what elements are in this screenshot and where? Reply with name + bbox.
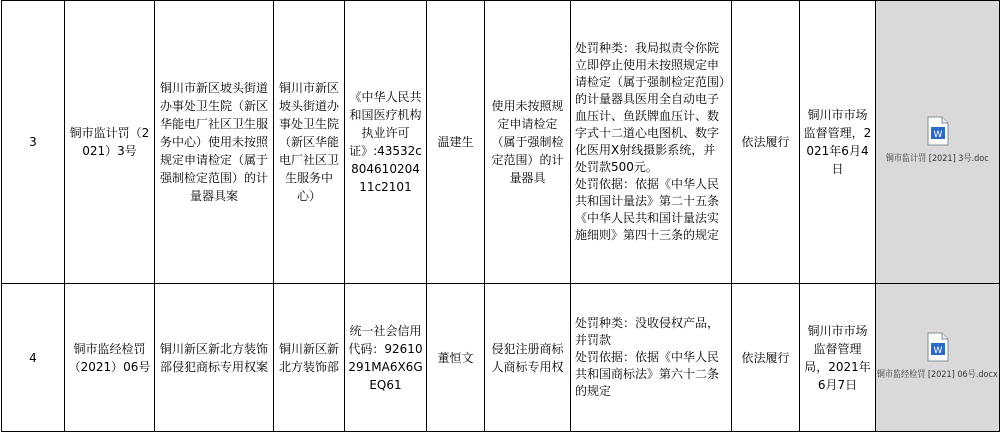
violation-cell: 使用未按照规定申请检定（属于强制检定范围）的计量器具 [485,1,571,284]
organ-date-cell: 铜川市市场监督管理，2021年6月4日 [800,1,876,284]
table-row [2,284,1000,432]
case-name-cell: 铜川市新区坡头街道办事处卫生院（新区华能电厂社区卫生服务中心）使用未按照规定申请检定（属于强制检定范围）的计量器具案 [155,1,274,284]
svg-text:W: W [933,345,942,356]
credit-code-cell: 统一社会信用代码：92610291MA6X6GEQ61 [345,284,427,432]
table-row [2,1,1000,284]
organ-date-cell: 铜川市市场监督管理局，2021年6月7日 [800,284,876,432]
case-name-cell: 铜川新区新北方装饰部侵犯商标专用权案 [155,284,274,432]
attachment-filename: 铜市监经检罚 [2021] 06号.docx [876,369,999,380]
penalty-cell: 处罚种类：没收侵权产品，并罚款 处罚依据：依据《中华人民共和国商标法》第六十二条的规定 [571,284,732,432]
performance-cell: 依法履行 [732,1,800,284]
seq-cell: 3 [2,1,65,284]
word-doc-icon [927,332,949,362]
performance-cell: 依法履行 [732,284,800,432]
seq-cell: 4 [2,284,65,432]
penalty-cell: 处罚种类：我局拟责令你院立即停止使用未按照规定申请检定（属于强制检定范围）的计量器具医用全自动电子血压计、鱼跃牌血压计、数字式十二道心电图机、数字化医用X射线摄影系统，并处罚款500元。 处罚依据：依据《中华人民共和国计量法》第二十五条《中华人民共和国计量法实施细则》第四十三条的规定 [571,1,732,284]
attachment-cell[interactable] [876,284,1000,432]
attachment-filename: 铜市监计罚 [2021] 3号.doc [886,154,989,164]
word-doc-icon [927,116,949,146]
violation-cell: 侵犯注册商标人商标专用权 [485,284,571,432]
svg-text:W: W [933,130,942,140]
party-cell: 铜川市新区坡头街道办事处卫生院（新区华能电厂社区卫生服务中心） [274,1,345,284]
penalty-table [1,0,1000,432]
legal-rep-cell: 温建生 [427,1,485,284]
legal-rep-cell: 董恒文 [427,284,485,432]
credit-code-cell: 《中华人民共和国医疗机构执业许可证》:43532c80461020411c2101 [345,1,427,284]
doc-number-cell: 铜市监计罚（2021）3号 [65,1,155,284]
doc-number-cell: 铜市监经检罚（2021）06号 [65,284,155,432]
attachment-file[interactable] [876,332,999,384]
party-cell: 铜川新区新北方装饰部 [274,284,345,432]
attachment-cell[interactable] [876,1,1000,284]
attachment-file[interactable] [879,116,996,168]
